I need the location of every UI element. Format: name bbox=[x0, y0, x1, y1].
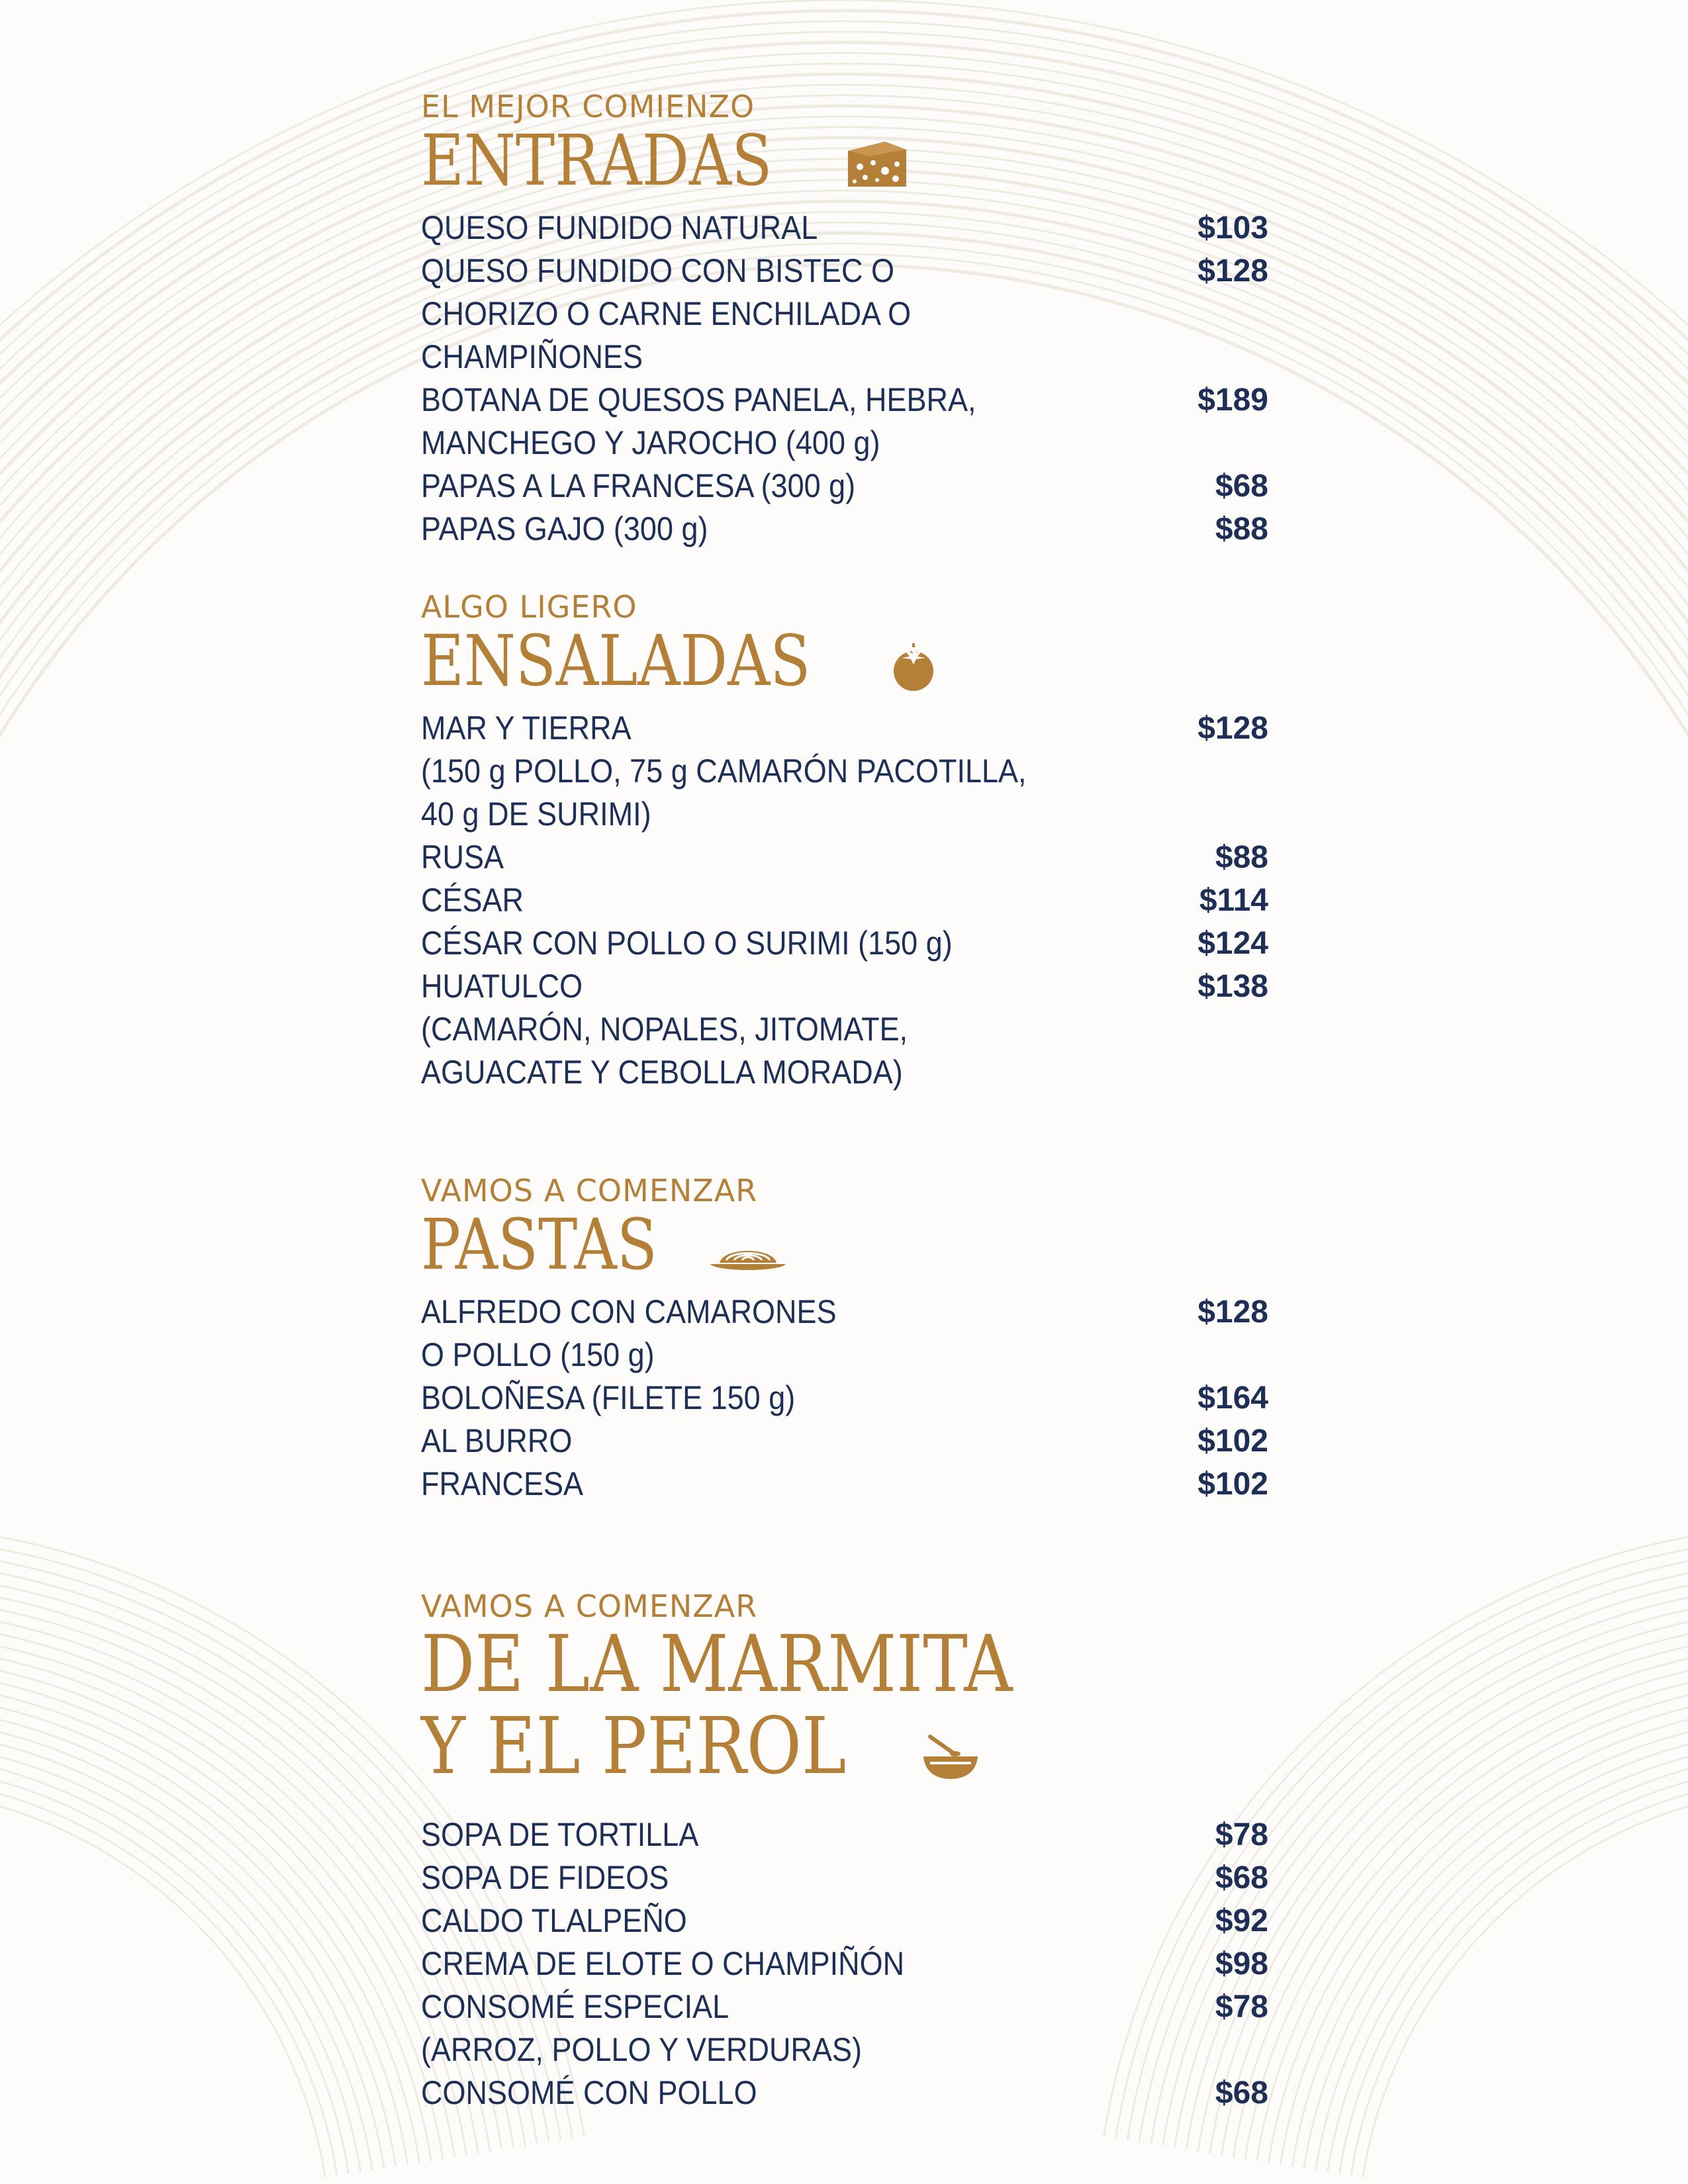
menu-item bbox=[421, 836, 1268, 879]
menu-item bbox=[421, 379, 1268, 465]
menu-item-line: CONSOMÉ ESPECIAL bbox=[421, 1988, 729, 2025]
texture-line bbox=[1351, 1775, 1688, 2176]
texture-line bbox=[1363, 1787, 1688, 2177]
menu-item bbox=[421, 206, 1268, 250]
menu-item-line: CHAMPIÑONES bbox=[421, 338, 643, 375]
menu-item-price: $128 bbox=[1197, 253, 1268, 289]
menu-item-name bbox=[421, 1942, 1123, 1985]
menu-item-price: $78 bbox=[1215, 1817, 1268, 1852]
menu-item-name bbox=[421, 1899, 1123, 1942]
menu-item-price: $128 bbox=[1197, 1295, 1268, 1330]
menu-item bbox=[421, 1420, 1268, 1463]
menu-item-line: SOPA DE TORTILLA bbox=[421, 1816, 699, 1853]
menu-item bbox=[421, 879, 1268, 922]
menu-item bbox=[421, 250, 1268, 379]
menu-item-name bbox=[421, 879, 1123, 922]
menu-item-line: MANCHEGO Y JAROCHO (400 g) bbox=[421, 424, 880, 461]
menu-item bbox=[421, 1856, 1268, 1899]
menu-item-line: AL BURRO bbox=[421, 1422, 573, 1459]
menu-item-price: $68 bbox=[1215, 1860, 1268, 1895]
texture-line bbox=[1304, 1727, 1688, 2168]
section-pastas bbox=[421, 1174, 1268, 1506]
section-ensaladas bbox=[421, 590, 1268, 1094]
section-kicker: EL MEJOR COMIENZO bbox=[421, 89, 755, 124]
menu-item-line: PAPAS GAJO (300 g) bbox=[421, 510, 708, 547]
menu-item-name bbox=[421, 250, 1123, 379]
menu-item bbox=[421, 1813, 1268, 1856]
texture-line bbox=[0, 1644, 467, 2156]
menu-item-line: BOLOÑESA (FILETE 150 g) bbox=[421, 1379, 796, 1416]
texture-line bbox=[0, 1620, 490, 2152]
menu-item-price: $128 bbox=[1197, 711, 1268, 746]
menu-item-name bbox=[421, 206, 1123, 250]
menu-item-price: $92 bbox=[1215, 1903, 1268, 1938]
menu-item-price: $98 bbox=[1215, 1946, 1268, 1981]
cheese-icon bbox=[844, 136, 910, 192]
menu-item-line: CÉSAR bbox=[421, 882, 524, 919]
menu-item-line: CALDO TLALPEÑO bbox=[421, 1902, 687, 1939]
section-kicker: VAMOS A COMENZAR bbox=[421, 1173, 758, 1208]
tomato-icon bbox=[890, 642, 937, 692]
menu-item-line: 40 g DE SURIMI) bbox=[421, 796, 651, 833]
menu-item-name bbox=[421, 1420, 1123, 1463]
menu-item-name bbox=[421, 465, 1123, 508]
menu-item-name bbox=[421, 1813, 1123, 1856]
menu-item-price: $102 bbox=[1197, 1467, 1268, 1502]
menu-item-price: $124 bbox=[1197, 926, 1268, 961]
section-kicker: ALGO LIGERO bbox=[421, 589, 637, 625]
menu-item-name bbox=[421, 1985, 1123, 2071]
texture-line bbox=[0, 1656, 455, 2158]
menu-item-line: PAPAS A LA FRANCESA (300 g) bbox=[421, 467, 856, 504]
section-marmita bbox=[421, 1590, 1268, 2115]
soup-bowl-icon bbox=[921, 1729, 980, 1782]
menu-items-ensaladas bbox=[421, 707, 1268, 1094]
menu-item-name bbox=[421, 1377, 1123, 1420]
menu-item-line: CÉSAR CON POLLO O SURIMI (150 g) bbox=[421, 925, 953, 962]
menu-items-marmita bbox=[421, 1813, 1268, 2115]
menu-item-price: $114 bbox=[1199, 883, 1268, 918]
menu-item-price: $103 bbox=[1197, 210, 1268, 246]
menu-item bbox=[421, 1899, 1268, 1942]
menu-item bbox=[421, 2071, 1268, 2115]
menu-item bbox=[421, 465, 1268, 508]
menu-item-line: RUSA bbox=[421, 839, 504, 876]
pasta-plate-icon bbox=[708, 1239, 788, 1276]
texture-line bbox=[1198, 1620, 1688, 2152]
menu-item bbox=[421, 1291, 1268, 1377]
menu-item-name bbox=[421, 965, 1123, 1094]
menu-item-price: $88 bbox=[1215, 840, 1268, 875]
menu-item-name bbox=[421, 2071, 1123, 2115]
menu-item bbox=[421, 1463, 1268, 1506]
texture-line bbox=[1316, 1739, 1688, 2170]
menu-item-name bbox=[421, 836, 1123, 879]
menu-item-price: $164 bbox=[1197, 1381, 1268, 1416]
texture-line bbox=[1292, 1715, 1688, 2167]
menu-item-name bbox=[421, 1463, 1123, 1506]
menu-item-price: $102 bbox=[1197, 1424, 1268, 1459]
menu-item bbox=[421, 1985, 1268, 2071]
menu-item-name bbox=[421, 922, 1123, 965]
texture-line bbox=[0, 1704, 408, 2165]
section-title: ENSALADAS bbox=[421, 620, 811, 702]
menu-item-line: MAR Y TIERRA bbox=[421, 709, 632, 747]
menu-item-line: ALFREDO CON CAMARONES bbox=[421, 1293, 837, 1330]
menu-item-price: $88 bbox=[1215, 512, 1268, 547]
section-title: ENTRADAS bbox=[421, 120, 773, 201]
menu-items-pastas bbox=[421, 1291, 1268, 1506]
texture-line bbox=[0, 1775, 337, 2176]
menu-page bbox=[421, 0, 1268, 2184]
texture-line bbox=[0, 1787, 325, 2177]
texture-line bbox=[0, 1715, 396, 2167]
menu-item-line: SOPA DE FIDEOS bbox=[421, 1859, 669, 1896]
texture-line bbox=[0, 1632, 479, 2154]
menu-item bbox=[421, 965, 1268, 1094]
menu-item-price: $78 bbox=[1215, 1989, 1268, 2025]
menu-item bbox=[421, 707, 1268, 836]
menu-item-line: CONSOMÉ CON POLLO bbox=[421, 2074, 757, 2111]
menu-item bbox=[421, 508, 1268, 551]
menu-item-line: BOTANA DE QUESOS PANELA, HEBRA, bbox=[421, 381, 976, 418]
menu-item-name bbox=[421, 1856, 1123, 1899]
menu-item-line: HUATULCO bbox=[421, 968, 583, 1005]
section-entradas bbox=[421, 90, 1268, 551]
texture-line bbox=[0, 1739, 372, 2170]
menu-item bbox=[421, 1942, 1268, 1985]
section-title-line-2: Y EL PEROL bbox=[421, 1700, 847, 1792]
texture-line bbox=[1221, 1644, 1688, 2156]
menu-item-price: $189 bbox=[1197, 383, 1268, 418]
menu-item-line: QUESO FUNDIDO CON BISTEC O bbox=[421, 252, 895, 289]
menu-item-line: CREMA DE ELOTE O CHAMPIÑÓN bbox=[421, 1945, 905, 1982]
menu-item-line: QUESO FUNDIDO NATURAL bbox=[421, 209, 818, 246]
texture-line bbox=[1280, 1704, 1688, 2165]
menu-item-name bbox=[421, 707, 1123, 836]
menu-item-price: $138 bbox=[1197, 969, 1268, 1004]
menu-item-price: $68 bbox=[1215, 2075, 1268, 2111]
menu-item-name bbox=[421, 508, 1123, 551]
texture-line bbox=[1233, 1656, 1688, 2158]
menu-item-line: CHORIZO O CARNE ENCHILADA O bbox=[421, 295, 912, 332]
menu-item bbox=[421, 922, 1268, 965]
menu-item-line: (ARROZ, POLLO Y VERDURAS) bbox=[421, 2031, 862, 2068]
menu-item-line: AGUACATE Y CEBOLLA MORADA) bbox=[421, 1054, 903, 1091]
menu-item-line: O POLLO (150 g) bbox=[421, 1336, 655, 1373]
menu-item-line: (CAMARÓN, NOPALES, JITOMATE, bbox=[421, 1011, 908, 1048]
menu-item-line: (150 g POLLO, 75 g CAMARÓN PACOTILLA, bbox=[421, 752, 1027, 790]
texture-line bbox=[1209, 1632, 1688, 2154]
menu-item bbox=[421, 1377, 1268, 1420]
menu-item-price: $68 bbox=[1215, 469, 1268, 504]
menu-item-name bbox=[421, 1291, 1123, 1377]
texture-line bbox=[0, 1727, 384, 2168]
section-title: PASTAS bbox=[421, 1204, 657, 1285]
section-kicker: VAMOS A COMENZAR bbox=[421, 1588, 758, 1624]
menu-item-name bbox=[421, 379, 1123, 465]
section-title-line-1: DE LA MARMITA bbox=[421, 1618, 1013, 1709]
menu-item-line: FRANCESA bbox=[421, 1465, 584, 1502]
menu-items-entradas bbox=[421, 206, 1268, 551]
